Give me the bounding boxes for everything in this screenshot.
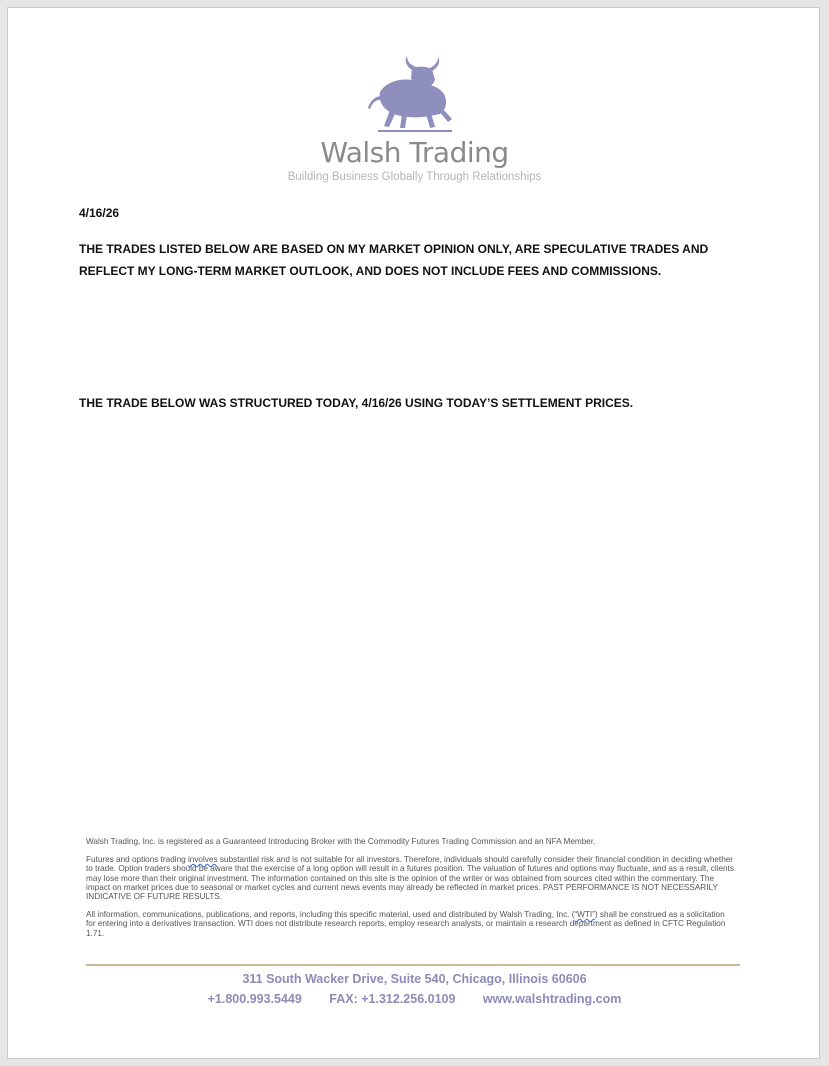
trade-disclaimer: THE TRADES LISTED BELOW ARE BASED ON MY MARKET OPINION ONLY, ARE SPECULATIVE TRADES AND REFLECT MY LONG-TERM MARKET OUTLOOK, AND DOES NOT INCLUDE FEES AND COMMISSIONS. bbox=[79, 242, 709, 278]
contact-line bbox=[8, 992, 821, 1006]
registration-text: Walsh Trading, Inc. is registered as a Guaranteed Introducing Broker with the Commodity Futures Trading Commission and an NFA Member. bbox=[86, 837, 596, 846]
website-link[interactable]: www.walshtrading.com bbox=[482, 992, 622, 1006]
solicitation-disclosure bbox=[86, 910, 734, 938]
brand-name: Walsh Trading bbox=[320, 136, 509, 169]
report-date: 4/16/26 bbox=[79, 206, 120, 220]
bull-icon bbox=[360, 56, 470, 134]
brand-tagline: Building Business Globally Through Relationships bbox=[287, 171, 542, 183]
solicitation-text-start: All information, communications, publications, and reports, including this specific material, used and distributed by Walsh Trading, Inc. ( bbox=[86, 910, 575, 920]
fax-number: FAX: +1.312.256.0109 bbox=[329, 992, 456, 1006]
risk-text-start: Futures and options trading bbox=[86, 855, 188, 865]
document-page bbox=[7, 7, 820, 1059]
spelling-flag: involves bbox=[187, 855, 218, 865]
risk-disclosure bbox=[86, 855, 734, 901]
office-address: 311 South Wacker Drive, Suite 540, Chicago, Illinois 60606 bbox=[242, 972, 587, 986]
risk-text-end: substantial risk and is not suitable for all investors. Therefore, individuals should carefully consider their financial condition in deciding whether to trade. Option traders should be aware that the exercise of a long option will result in a futures position. The valuation of futures and options may fluctuate, and as a result, clients may lose more than their original investment. The information contained on this site is the opinion of the writer or was obtained from sources cited within the commentary. The impact on market prices due to seasonal or market cycles and current news events may already be reflected in market prices. PAST PERFORMANCE IS NOT NECESSARILY INDICATIVE OF FUTURE RESULTS. bbox=[86, 855, 734, 902]
legal-disclaimer bbox=[86, 837, 734, 947]
phone-number: +1.800.993.5449 bbox=[207, 992, 302, 1006]
spelling-flag-wti: “WTI” bbox=[574, 910, 595, 920]
solicitation-text-end: ) shall be construed as a solicitation for entering into a derivatives transaction. WTI does not distribute research reports, employ research analysts, or maintain a research department as defined in CFTC Regulation 1.71. bbox=[86, 910, 726, 938]
logo bbox=[8, 56, 821, 134]
footer-divider bbox=[86, 964, 740, 966]
structured-note: THE TRADE BELOW WAS STRUCTURED TODAY, 4/16/26 USING TODAY’S SETTLEMENT PRICES. bbox=[79, 396, 634, 410]
